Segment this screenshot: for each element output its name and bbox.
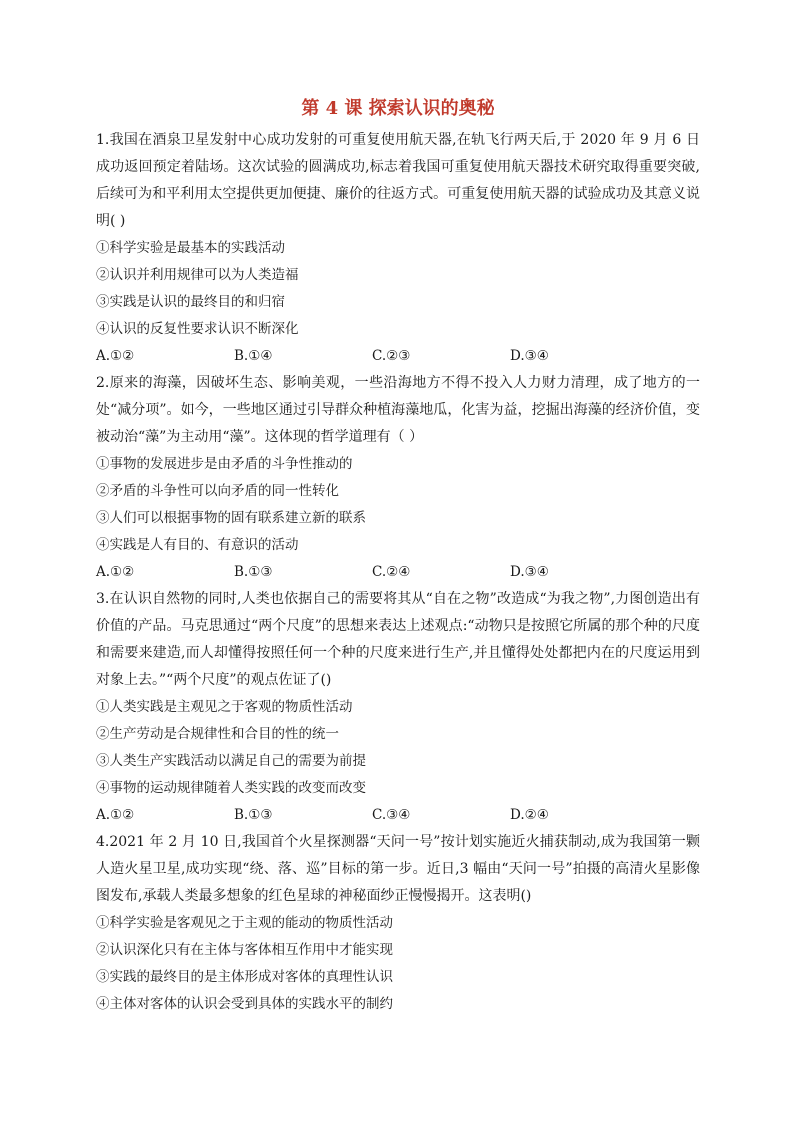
question-2	[96, 370, 700, 586]
option-c: C.③④	[372, 807, 411, 823]
question-1	[96, 127, 700, 370]
answer-options	[96, 559, 700, 586]
document-page	[96, 96, 700, 1018]
statement-item: ②认识并利用规律可以为人类造福	[96, 267, 299, 283]
option-d: D.③④	[510, 564, 549, 580]
answer-options	[96, 802, 700, 829]
statement-item: ②认识深化只有在主体与客体相互作用中才能实现	[96, 942, 393, 958]
question-stem: 4.2021 年 2 月 10 日,我国首个火星探测器“天问一号”按计划实施近火捕获制动,成为我国第一颗人造火星卫星,成功实现“绕、落、巡”目标的第一步。近日,3 幅由“天问一号”拍摄的高清火星影像图发布,承载人类最多想象的红色星球的神秘面纱正慢慢揭开。这表明()	[96, 834, 700, 904]
statement-item: ②矛盾的斗争性可以向矛盾的同一性转化	[96, 483, 339, 499]
question-stem: 3.在认识自然物的同时,人类也依据自己的需要将其从“自在之物”改造成“为我之物”,力图创造出有价值的产品。马克思通过“两个尺度”的思想来表达上述观点:“动物只是按照它所属的那个种的尺度和需要来建造,而人却懂得按照任何一个种的尺度来进行生产,并且懂得处处都把内在的尺度运用到对象上去。”“两个尺度”的观点佐证了()	[96, 591, 700, 688]
statement-item: ③实践的最终目的是主体形成对客体的真理性认识	[96, 969, 393, 985]
option-b: B.①③	[234, 807, 273, 823]
option-b: B.①④	[234, 348, 273, 364]
statement-item: ③人们可以根据事物的固有联系建立新的联系	[96, 510, 366, 526]
question-3	[96, 586, 700, 829]
question-4	[96, 829, 700, 1018]
option-c: C.②③	[372, 348, 411, 364]
statement-item: ④事物的运动规律随着人类实践的改变而改变	[96, 780, 366, 796]
answer-options	[96, 343, 700, 370]
option-a: A.①②	[96, 564, 135, 580]
option-c: C.②④	[372, 564, 411, 580]
option-a: A.①②	[96, 807, 135, 823]
statement-item: ④主体对客体的认识会受到具体的实践水平的制约	[96, 996, 393, 1012]
statement-item: ①科学实验是最基本的实践活动	[96, 240, 285, 256]
statement-item: ①科学实验是客观见之于主观的能动的物质性活动	[96, 915, 393, 931]
statement-item: ②生产劳动是合规律性和合目的性的统一	[96, 726, 339, 742]
statement-item: ④认识的反复性要求认识不断深化	[96, 321, 299, 337]
option-a: A.①②	[96, 348, 135, 364]
statement-item: ①人类实践是主观见之于客观的物质性活动	[96, 699, 353, 715]
statement-item: ③人类生产实践活动以满足自己的需要为前提	[96, 753, 366, 769]
statement-item: ①事物的发展进步是由矛盾的斗争性推动的	[96, 456, 353, 472]
option-d: D.②④	[510, 807, 549, 823]
page-title: 第 4 课 探索认识的奥秘	[301, 98, 495, 119]
option-b: B.①③	[234, 564, 273, 580]
statement-item: ④实践是人有目的、有意识的活动	[96, 537, 299, 553]
statement-item: ③实践是认识的最终目的和归宿	[96, 294, 285, 310]
question-stem: 1.我国在酒泉卫星发射中心成功发射的可重复使用航天器,在轨飞行两天后,于 2020 年 9 月 6 日成功返回预定着陆场。这次试验的圆满成功,标志着我国可重复使用航天器技术研究取得重要突破,后续可为和平利用太空提供更加便捷、廉价的往返方式。可重复使用航天器的试验成功及其意义说明( )	[96, 132, 700, 229]
option-d: D.③④	[510, 348, 549, 364]
question-stem: 2.原来的海藻，因破坏生态、影响美观，一些沿海地方不得不投入人力财力清理，成了地方的一处“减分项”。如今，一些地区通过引导群众种植海藻地瓜，化害为益，挖掘出海藻的经济价值，变被动治“藻”为主动用“藻”。这体现的哲学道理有（ ）	[96, 375, 700, 445]
